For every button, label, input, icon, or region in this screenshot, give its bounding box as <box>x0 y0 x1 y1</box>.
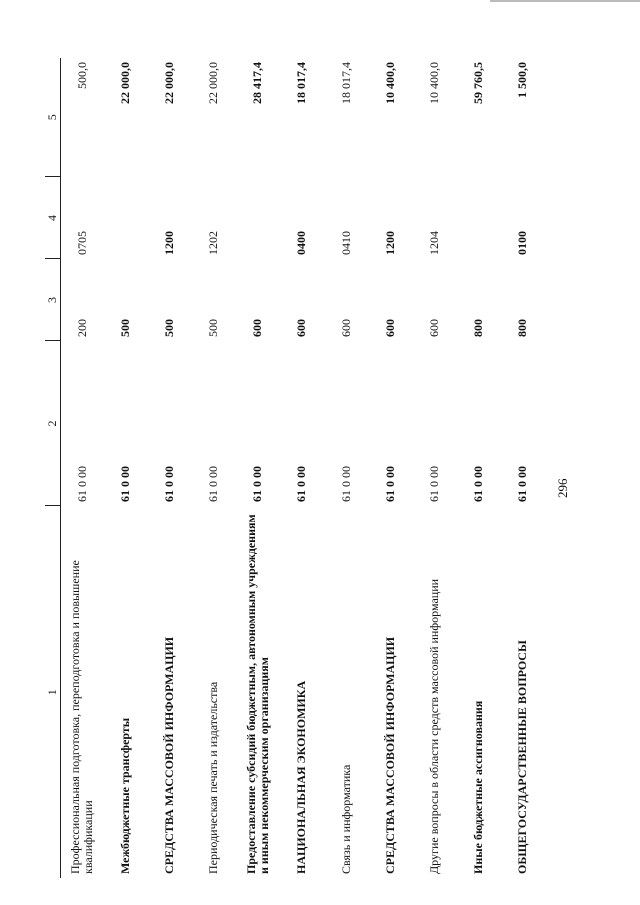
target-article-code: 61 0 00 <box>206 466 221 502</box>
amount-value: 22 000,0 <box>206 62 221 104</box>
target-article-code: 61 0 00 <box>161 466 176 502</box>
row-name: Связь и информатика <box>338 764 353 874</box>
amount-value: 18 017,4 <box>338 62 353 104</box>
amount-value: 22 000,0 <box>117 62 132 104</box>
table-body <box>61 58 546 878</box>
section-code <box>457 177 501 259</box>
row-name: Профессиональная подготовка, переподготовка и повышение квалификации <box>68 560 96 874</box>
row-name: СРЕДСТВА МАССОВОЙ ИНФОРМАЦИИ <box>161 636 176 874</box>
target-article-code: 61 0 00 <box>338 466 353 502</box>
expense-type-code: 800 <box>471 319 486 337</box>
target-article-code: 61 0 00 <box>515 466 530 502</box>
section-code <box>103 177 147 259</box>
table-row <box>280 58 324 878</box>
target-article-code: 61 0 00 <box>427 466 442 502</box>
table-row <box>457 58 501 878</box>
row-name: Предоставление субсидий бюджетным, автономным учреждениям и иным некоммерческим организациям <box>243 514 271 874</box>
target-article-code: 61 0 00 <box>294 466 309 502</box>
amount-value: 18 017,4 <box>294 62 309 104</box>
table-row <box>191 58 235 878</box>
budget-table <box>45 58 545 878</box>
expense-type-code: 500 <box>161 319 176 337</box>
column-header: 5 <box>45 58 61 177</box>
section-code: 0705 <box>74 231 89 255</box>
rotated-page-content <box>45 28 605 878</box>
column-header: 1 <box>45 506 61 878</box>
expense-type-code: 600 <box>338 319 353 337</box>
amount-value: 10 400,0 <box>427 62 442 104</box>
expense-type-code: 200 <box>74 319 89 337</box>
row-name: Иные бюджетные ассигнования <box>471 700 486 874</box>
column-header: 2 <box>45 341 61 506</box>
expense-type-code: 800 <box>515 319 530 337</box>
table-row <box>501 58 545 878</box>
target-article-code: 61 0 00 <box>74 466 89 502</box>
table-header-row <box>45 58 61 878</box>
expense-type-code: 600 <box>294 319 309 337</box>
section-code: 1200 <box>161 231 176 255</box>
target-article-code: 61 0 00 <box>382 466 397 502</box>
row-name: Межбюджетные трансферты <box>117 717 132 874</box>
amount-value: 1 500,0 <box>515 62 530 98</box>
row-name: СРЕДСТВА МАССОВОЙ ИНФОРМАЦИИ <box>382 636 397 874</box>
expense-type-code: 500 <box>117 319 132 337</box>
amount-value: 10 400,0 <box>382 62 397 104</box>
amount-value: 28 417,4 <box>250 62 265 104</box>
table-row <box>412 58 456 878</box>
table-row <box>236 58 280 878</box>
section-code: 0100 <box>515 231 530 255</box>
scan-edge-line <box>490 0 640 2</box>
section-code: 0400 <box>294 231 309 255</box>
amount-value: 59 760,5 <box>471 62 486 104</box>
table-row <box>103 58 147 878</box>
row-name: ОБЩЕГОСУДАРСТВЕННЫЕ ВОПРОСЫ <box>515 640 530 874</box>
table-row <box>368 58 412 878</box>
column-header: 4 <box>45 177 61 259</box>
amount-value: 22 000,0 <box>161 62 176 104</box>
expense-type-code: 600 <box>382 319 397 337</box>
section-code: 0410 <box>338 231 353 255</box>
amount-value: 500,0 <box>74 62 89 89</box>
row-name: Другие вопросы в области средств массовой информации <box>427 578 442 874</box>
expense-type-code: 600 <box>250 319 265 337</box>
table-row <box>147 58 191 878</box>
expense-type-code: 500 <box>206 319 221 337</box>
expense-type-code: 600 <box>427 319 442 337</box>
target-article-code: 61 0 00 <box>250 466 265 502</box>
table-row <box>324 58 368 878</box>
page-number: 296 <box>555 478 570 498</box>
section-code: 1202 <box>206 231 221 255</box>
target-article-code: 61 0 00 <box>471 466 486 502</box>
row-name: НАЦИОНАЛЬНАЯ ЭКОНОМИКА <box>294 680 309 874</box>
section-code: 1204 <box>427 231 442 255</box>
table-row <box>61 58 104 878</box>
column-header: 3 <box>45 259 61 341</box>
section-code <box>236 177 280 259</box>
row-name: Периодическая печать и издательства <box>206 681 221 874</box>
target-article-code: 61 0 00 <box>117 466 132 502</box>
section-code: 1200 <box>382 231 397 255</box>
